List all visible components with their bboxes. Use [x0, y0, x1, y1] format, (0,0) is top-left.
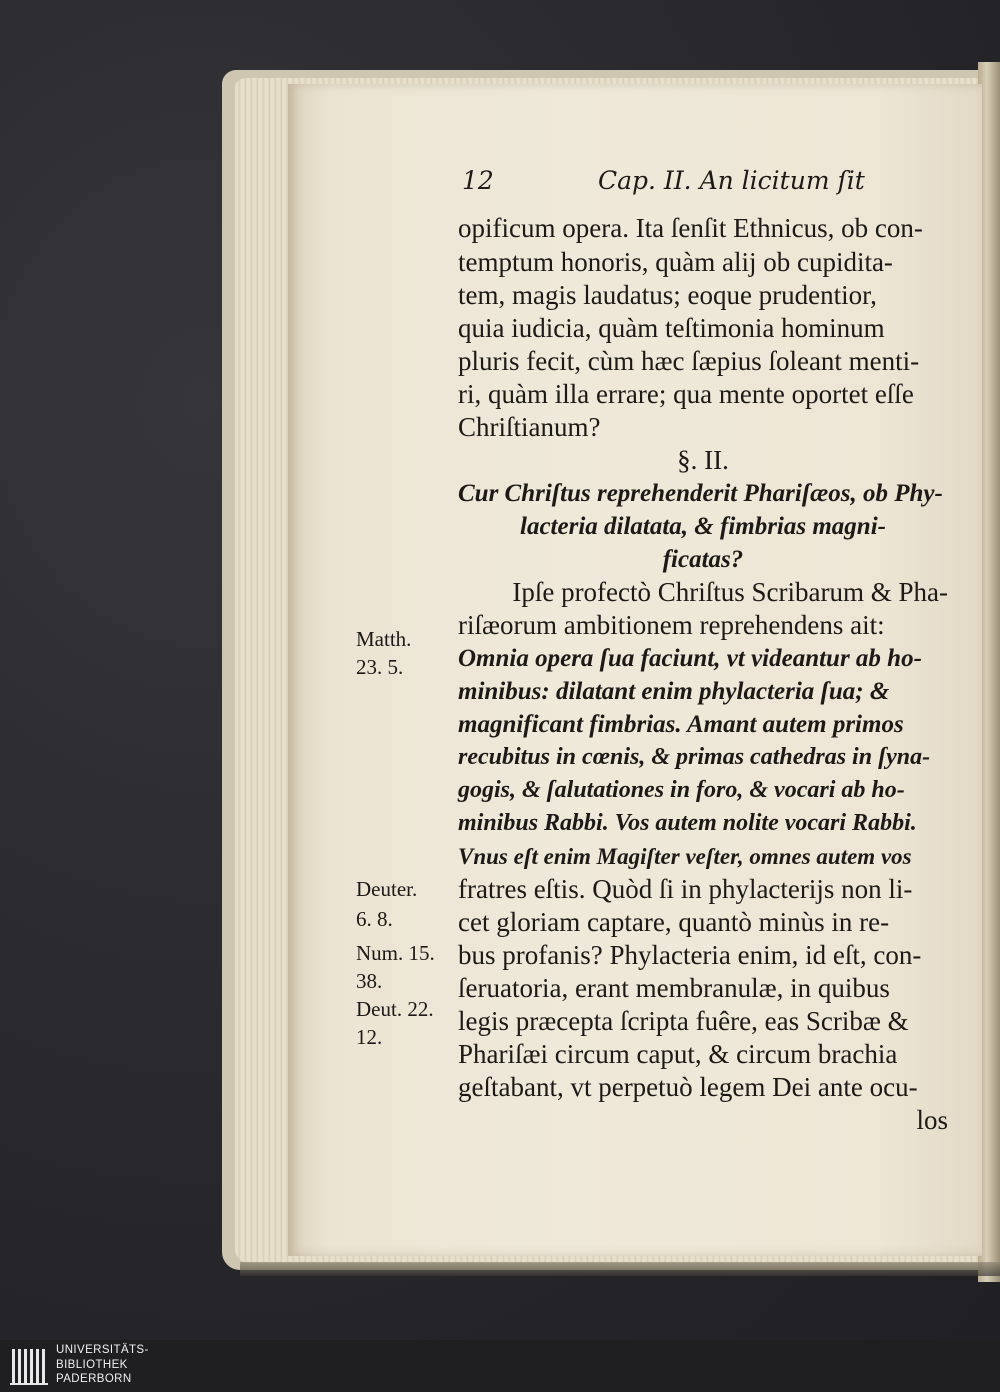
- text-line: Ipſe profectò Chriſtus Scribarum & Pha-: [512, 577, 948, 607]
- text-line: tem, magis laudatus; eoque prudentior,: [458, 280, 877, 310]
- library-name-line: BIBLIOTHEK: [56, 1358, 128, 1371]
- section-title-line: Cur Chriſtus reprehenderit Phariſæos, ob Phy-: [458, 480, 943, 507]
- quote-line: Omnia opera ſua faciunt, vt videantur ab ho-: [458, 645, 922, 672]
- quote-line: minibus: dilatant enim phylacteria ſua; &: [458, 678, 890, 705]
- text-line: fratres eſtis. Quòd ſi in phylacterijs non li-: [458, 874, 913, 904]
- library-name-line: UNIVERSITÄTS-: [56, 1344, 149, 1356]
- text-line: ri, quàm illa errare; qua mente oportet eſſe: [458, 379, 914, 409]
- margin-note: Deuter.: [356, 877, 418, 901]
- section-title-line: lacteria dilatata, & fimbrias magni-: [520, 513, 886, 540]
- margin-note: 38.: [356, 969, 383, 993]
- text-line: opificum opera. Ita ſenſit Ethnicus, ob con-: [458, 213, 923, 243]
- running-head: [462, 166, 944, 198]
- quote-line: magnificant fimbrias. Amant autem primos: [458, 711, 904, 738]
- margin-note: Matth.: [356, 627, 412, 651]
- library-name: [56, 1343, 176, 1389]
- text-line: ſeruatoria, erant membranulæ, in quibus: [458, 973, 890, 1003]
- section-heading: §. II.: [677, 445, 729, 475]
- quote-line: gogis, & ſalutationes in foro, & vocari ab ho-: [458, 777, 905, 803]
- text-line: bus profanis? Phylacteria enim, id eſt, con-: [458, 940, 922, 970]
- catchword: los: [916, 1105, 948, 1135]
- page-bottom-shadow: [240, 1262, 1000, 1276]
- margin-note: Deut. 22.: [356, 997, 434, 1021]
- margin-note: Num. 15.: [356, 941, 435, 965]
- text-line: legis præcepta ſcripta fuêre, eas Scribæ &: [458, 1006, 909, 1036]
- quote-line: Vnus eſt enim Magiſter veſter, omnes autem vos: [458, 844, 912, 869]
- text-line: temptum honoris, quàm alij ob cupidita-: [458, 247, 893, 277]
- library-name-line: PADERBORN: [56, 1373, 132, 1385]
- margin-note: 23. 5.: [356, 655, 404, 679]
- page-number: 12: [462, 166, 494, 195]
- text-line: riſæorum ambitionem reprehendens ait:: [458, 610, 885, 640]
- margin-note: 6. 8.: [356, 907, 393, 931]
- text-line: geſtabant, vt perpetuò legem Dei ante ocu-: [458, 1072, 918, 1102]
- text-line: Phariſæi circum caput, & circum brachia: [458, 1039, 898, 1069]
- library-logo-icon: [10, 1345, 50, 1387]
- quote-line: recubitus in cœnis, & primas cathedras in ſyna-: [458, 744, 931, 770]
- text-line: quia iudicia, quàm teſtimonia hominum: [458, 313, 885, 343]
- quote-line: minibus Rabbi. Vos autem nolite vocari Rabbi.: [458, 810, 917, 836]
- text-line: pluris fecit, cùm hæc ſæpius ſoleant menti-: [458, 346, 920, 376]
- running-title: Cap. II. An licitum ſit: [598, 166, 865, 195]
- text-line: cet gloriam captare, quantò minùs in re-: [458, 907, 890, 937]
- section-title-line: ficatas?: [662, 546, 744, 573]
- margin-note: 12.: [356, 1025, 383, 1049]
- text-line: Chriſtianum?: [458, 412, 601, 442]
